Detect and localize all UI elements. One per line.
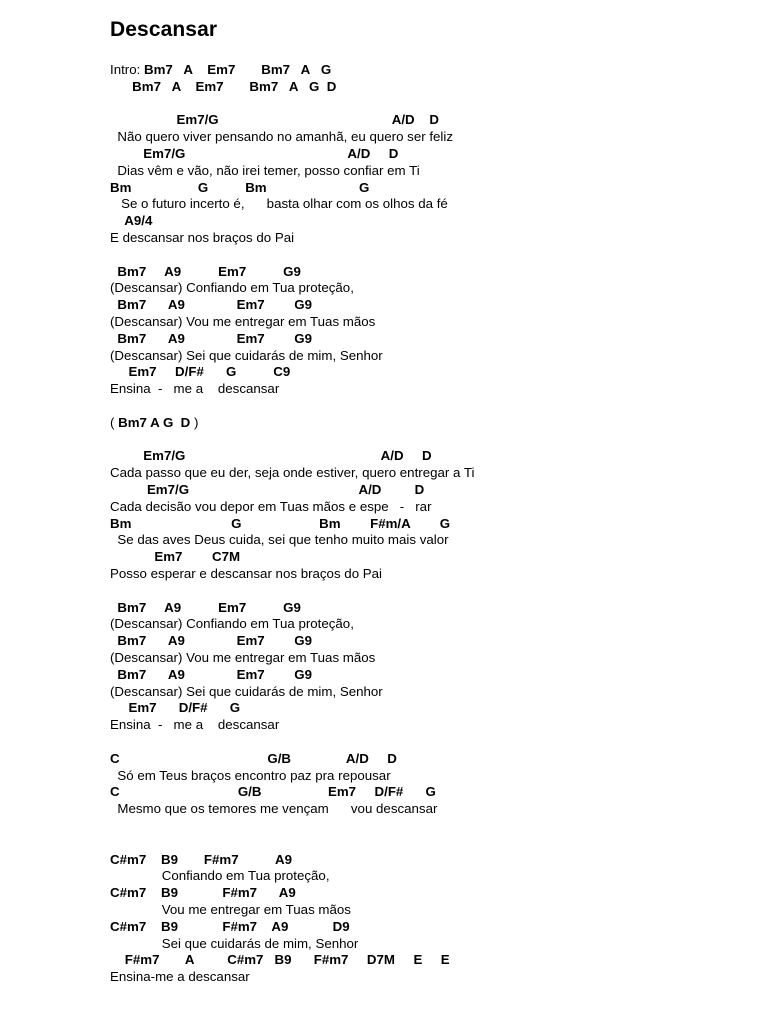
chord-line: F#m7 A C#m7 B9 F#m7 D7M E E [110, 952, 450, 968]
chord-line: Em7 C7M [110, 549, 241, 565]
lyric-line: Se das aves Deus cuida, sei que tenho muito mais valor [110, 532, 449, 548]
lyric-line: Cada passo que eu der, seja onde estiver, quero entregar a Ti [110, 465, 475, 481]
chord-line: Bm7 A9 Em7 G9 [110, 263, 301, 279]
lyric-line: Cada decisão vou depor em Tuas mãos e espe - rar [110, 498, 432, 514]
chord-line: A9/4 [110, 213, 153, 229]
chord-line: Em7/G A/D D [110, 448, 432, 464]
lyric-line: Não quero viver pensando no amanhã, eu quero ser feliz [110, 129, 453, 145]
mixed-line [110, 62, 331, 78]
chord-text: Bm7 A G D [118, 414, 191, 430]
chord-line: Em7 D/F# G [110, 700, 241, 716]
lyric-line: (Descansar) Confiando em Tua proteção, [110, 280, 354, 296]
lyric-line: Mesmo que os temores me vençam vou descansar [110, 801, 438, 817]
label-text: ( [110, 414, 119, 430]
chord-line: C G/B A/D D [110, 750, 397, 766]
lyric-line: (Descansar) Confiando em Tua proteção, [110, 616, 354, 632]
lyric-line: Ensina - me a descansar [110, 717, 280, 733]
lyric-line: Dias vêm e vão, não irei temer, posso confiar em Ti [110, 162, 420, 178]
chord-line: C G/B Em7 D/F# G [110, 784, 436, 800]
lyric-line: (Descansar) Vou me entregar em Tuas mãos [110, 650, 376, 665]
chord-line: Bm7 A Em7 Bm7 A G D [110, 78, 337, 94]
lyric-line: Confiando em Tua proteção, [110, 868, 330, 884]
chord-line: Em7/G A/D D [110, 482, 425, 497]
chord-line: C#m7 B9 F#m7 A9 D9 [110, 918, 350, 934]
chord-text: Bm7 A Em7 Bm7 A G [144, 62, 332, 77]
lyric-line: Se o futuro incerto é, basta olhar com os olhos da fé [110, 196, 448, 212]
lyric-line: Ensina - me a descansar [110, 381, 280, 397]
lyric-line: Posso esperar e descansar nos braços do Pai [110, 566, 383, 581]
chord-line: C#m7 B9 F#m7 A9 [110, 851, 293, 867]
lyric-line: (Descansar) Sei que cuidarás de mim, Senhor [110, 683, 383, 699]
chord-line: Bm G Bm G [110, 179, 370, 195]
chord-line: Em7/G A/D D [110, 146, 399, 161]
chord-line: Em7/G A/D D [110, 112, 440, 128]
chord-line: Bm G Bm F#m/A G [110, 515, 451, 531]
lyric-line: Vou me entregar em Tuas mãos [110, 902, 351, 917]
lyric-line: Só em Teus braços encontro paz pra repousar [110, 767, 391, 783]
lyric-line: E descansar nos braços do Pai [110, 230, 295, 245]
lyric-line: (Descansar) Sei que cuidarás de mim, Senhor [110, 347, 383, 363]
chord-line: C#m7 B9 F#m7 A9 [110, 885, 296, 901]
chord-line: Bm7 A9 Em7 G9 [110, 330, 312, 346]
song-title: Descansar [110, 18, 218, 41]
label-text: Intro: [110, 62, 144, 77]
lyric-line: Sei que cuidarás de mim, Senhor [110, 935, 359, 951]
label-text: ) [190, 414, 199, 430]
lyric-line: (Descansar) Vou me entregar em Tuas mãos [110, 314, 376, 329]
chord-line: Bm7 A9 Em7 G9 [110, 297, 312, 313]
chord-line: Bm7 A9 Em7 G9 [110, 633, 312, 649]
chord-line: Em7 D/F# G C9 [110, 364, 291, 380]
chord-line: Bm7 A9 Em7 G9 [110, 599, 301, 615]
lyric-line: Ensina-me a descansar [110, 969, 250, 985]
chord-line: Bm7 A9 Em7 G9 [110, 666, 312, 682]
mixed-line [110, 415, 198, 431]
